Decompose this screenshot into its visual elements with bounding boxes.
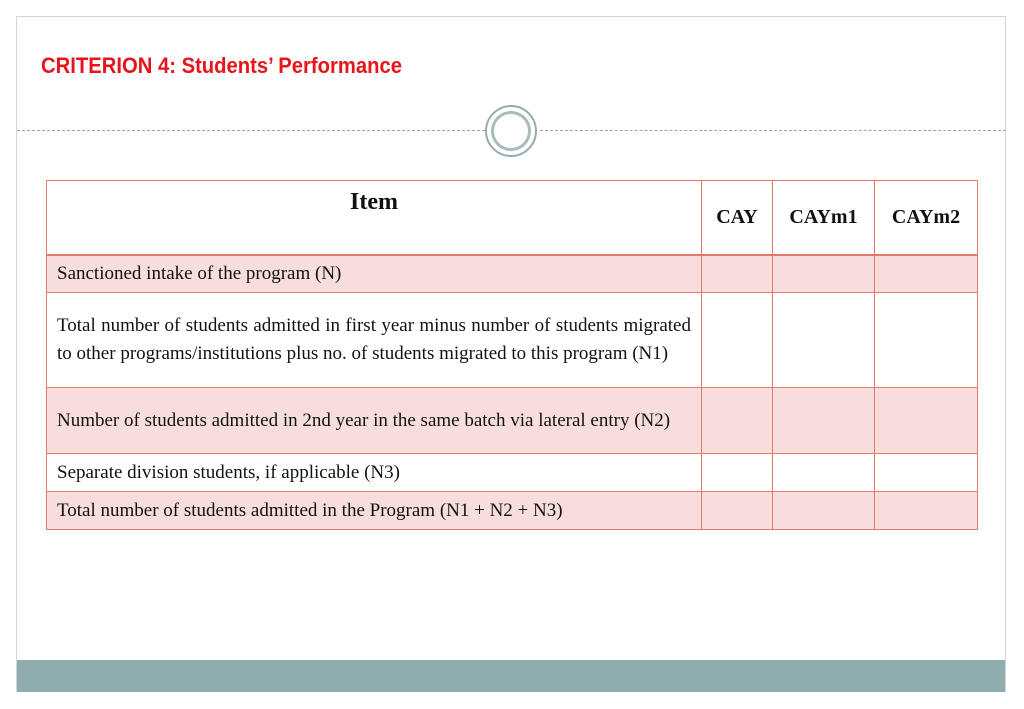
students-performance-table [46, 180, 978, 530]
row-item-sanctioned-intake: Sanctioned intake of the program (N) [47, 255, 702, 293]
cell-caym1 [773, 492, 875, 530]
table-row [47, 293, 978, 388]
cell-cay [702, 293, 773, 388]
cell-caym1 [773, 293, 875, 388]
footer-bar [17, 660, 1005, 692]
row-item-separate-division: Separate division students, if applicable (N3) [47, 454, 702, 492]
header-caym1: CAYm1 [773, 181, 875, 255]
row-item-lateral-entry: Number of students admitted in 2nd year in the same batch via lateral entry (N2) [47, 388, 702, 454]
row-item-first-year-admitted: Total number of students admitted in first year minus number of students migrated to other programs/institutions plus no. of students migrated to this program (N1) [47, 293, 702, 388]
cell-caym2 [875, 293, 978, 388]
table-row [47, 492, 978, 530]
cell-caym2 [875, 492, 978, 530]
cell-caym1 [773, 255, 875, 293]
title-divider-right [540, 130, 1006, 131]
cell-caym1 [773, 388, 875, 454]
title-divider-left [17, 130, 485, 131]
cell-caym2 [875, 388, 978, 454]
divider-ring-inner [491, 111, 531, 151]
table-header-row [47, 181, 978, 255]
cell-cay [702, 388, 773, 454]
cell-cay [702, 492, 773, 530]
cell-cay [702, 255, 773, 293]
slide-title: CRITERION 4: Students’ Performance [41, 53, 403, 78]
table-row [47, 388, 978, 454]
table-row [47, 255, 978, 293]
cell-caym2 [875, 454, 978, 492]
row-item-total-admitted: Total number of students admitted in the Program (N1 + N2 + N3) [47, 492, 702, 530]
divider-ring-ornament [485, 105, 537, 157]
cell-caym1 [773, 454, 875, 492]
header-item: Item [47, 181, 702, 255]
cell-cay [702, 454, 773, 492]
cell-caym2 [875, 255, 978, 293]
table-row [47, 454, 978, 492]
header-cay: CAY [702, 181, 773, 255]
header-caym2: CAYm2 [875, 181, 978, 255]
